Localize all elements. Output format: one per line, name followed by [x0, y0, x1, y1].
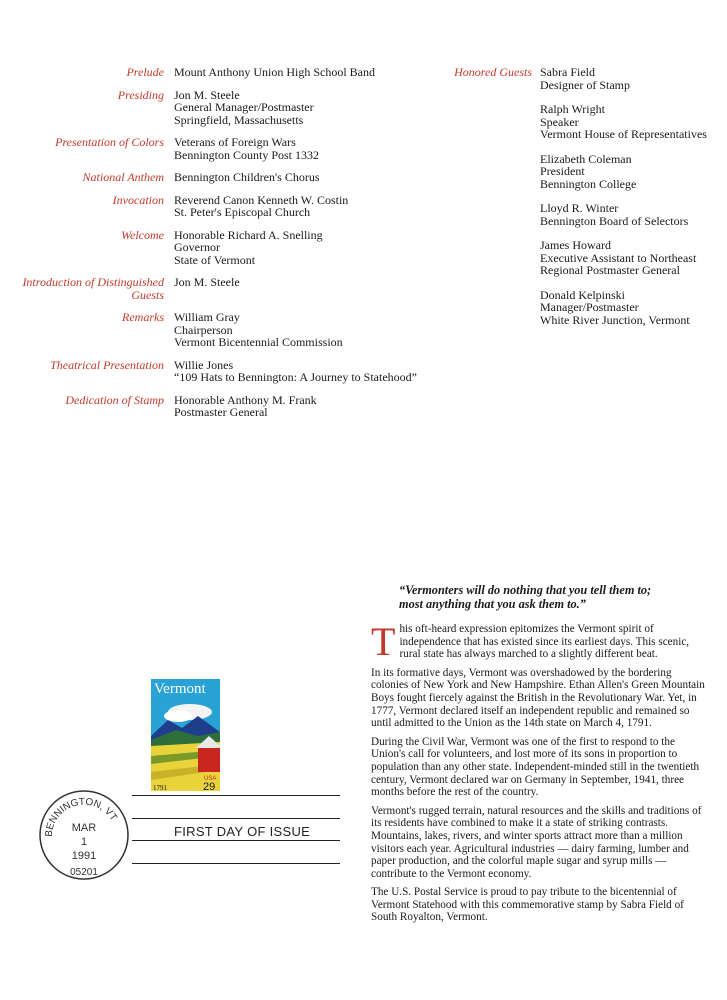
guest-entry — [540, 202, 725, 227]
quote-line: most anything that you ask them to.” — [399, 597, 586, 611]
program-names — [174, 194, 380, 219]
guest-line: Regional Postmaster General — [540, 263, 680, 277]
guest-line: Executive Assistant to Northeast — [540, 250, 697, 265]
program-names — [174, 311, 380, 349]
program-row — [0, 276, 380, 301]
program-name-line: Bennington County Post 1332 — [174, 147, 320, 162]
program-row — [0, 194, 380, 219]
program-row — [0, 311, 380, 349]
program-name-line: St. Peter's Episcopal Church — [174, 205, 311, 219]
guest-line: Vermont House of Representatives — [540, 127, 707, 141]
guest-line: James Howard — [540, 238, 611, 252]
guest-entry — [540, 289, 725, 327]
program-name-line: Mount Anthony Union High School Band — [174, 65, 376, 79]
program-row — [0, 229, 380, 267]
program-role: Welcome — [121, 227, 164, 242]
program-row — [0, 66, 380, 79]
drop-cap: T — [371, 619, 396, 664]
first-day-of-issue-label: FIRST DAY OF ISSUE — [174, 824, 311, 839]
guest-line: Manager/Postmaster — [540, 300, 639, 314]
program-name-line: Willie Jones — [174, 357, 234, 372]
program-role: Dedication of Stamp — [65, 392, 164, 407]
program-name-line: Governor — [174, 240, 220, 254]
program-name-line: Reverend Canon Kenneth W. Costin — [174, 192, 349, 207]
program-names — [174, 394, 380, 419]
postmark-seal — [36, 787, 132, 883]
honored-list — [540, 66, 725, 338]
guest-line: White River Junction, Vermont — [540, 312, 690, 327]
program-name-line: Jon M. Steele — [174, 275, 240, 289]
program-role: Prelude — [126, 65, 164, 79]
quote-line: “Vermonters will do nothing that you tell them to; — [399, 583, 652, 597]
program-names — [174, 89, 380, 127]
essay-paragraph: In its formative days, Vermont was overshadowed by the bordering colonies of New York and New Hampshire. Ethan Allen's Green Mountain Boys fought fiercely against the British in the Revolutionary War. Yet, in 1777, Vermont declared itself an independent republic and remained so until admitted to the Union as the 14th state on March 4, 1791. — [371, 666, 705, 730]
stamp-title: Vermont — [154, 681, 206, 697]
program-name-line: Honorable Richard A. Snelling — [174, 227, 323, 242]
postmark-month: MAR — [71, 822, 97, 834]
postmark-zip: 05201 — [70, 867, 98, 878]
essay-paragraph — [371, 619, 706, 664]
guest-line: Bennington Board of Selectors — [540, 213, 689, 228]
program-name-line: State of Vermont — [174, 252, 256, 267]
stamp-year: 1791 — [153, 784, 167, 792]
program-role: Theatrical Presentation — [50, 357, 164, 372]
program-names — [174, 276, 380, 289]
program-row — [0, 89, 380, 127]
program-name-line: Veterans of Foreign Wars — [174, 135, 296, 149]
paragraph-text: his oft-heard expression epitomizes the Vermont spirit of independence that has existed since its earliest days. This scenic, rural state has always marched to a slightly different beat. — [399, 623, 690, 661]
postmark-day: 1 — [80, 836, 88, 848]
program-names — [174, 136, 380, 161]
cancel-line — [132, 863, 340, 864]
guest-line: President — [540, 164, 585, 178]
vermont-stamp — [148, 676, 223, 794]
essay-paragraph: Vermont's rugged terrain, natural resources and the skills and traditions of its residents have combined to make it a state of striking contrasts. Mountains, lakes, rivers, and winter sports attract more than a million visitors each year. Agricultural industries — dairy farming, lumber and paper production, and the colorful maple sugar and syrup mills — contribute to the Vermont economy. — [371, 804, 702, 880]
program-name-line: Jon M. Steele — [174, 87, 240, 102]
program-name-line: Springfield, Massachusetts — [174, 112, 304, 127]
cancel-line — [132, 795, 340, 796]
program-row — [0, 357, 417, 384]
cancel-line — [132, 818, 340, 819]
honored-label: Honored Guests — [454, 65, 532, 79]
program-row — [0, 171, 380, 184]
program-names — [174, 66, 380, 79]
stamp-value: 29 — [203, 781, 216, 793]
program-row — [0, 136, 380, 161]
essay-quote — [399, 583, 706, 611]
program-names — [174, 171, 380, 184]
ceremony-program — [0, 65, 417, 429]
guest-entry — [540, 66, 725, 91]
guest-line: Bennington College — [540, 176, 637, 191]
program-role: National Anthem — [82, 170, 164, 184]
program-role: Introduction of Distinguished Guests — [22, 275, 164, 302]
program-name-line: William Gray — [174, 310, 240, 324]
guest-entry — [540, 239, 725, 277]
program-name-line: General Manager/Postmaster — [174, 100, 314, 114]
vermont-essay — [371, 583, 706, 930]
program-name-line: Postmaster General — [174, 405, 268, 419]
program-name-line: Honorable Anthony M. Frank — [174, 392, 317, 407]
cancel-line — [132, 840, 340, 841]
program-role: Invocation — [112, 192, 164, 207]
stamp-illustration — [148, 676, 223, 794]
guest-line: Lloyd R. Winter — [540, 201, 619, 215]
program-role: Presiding — [117, 87, 164, 102]
guest-line: Sabra Field — [540, 65, 595, 79]
essay-paragraph: The U.S. Postal Service is proud to pay tribute to the bicentennial of Vermont Statehood with this commemorative stamp by Sabra Field of South Royalton, Vermont. — [371, 886, 684, 924]
postmark-year: 1991 — [71, 850, 97, 862]
program-name-line: Bennington Children's Chorus — [174, 170, 320, 184]
guest-entry — [540, 103, 725, 141]
program-name-line: Vermont Bicentennial Commission — [174, 335, 343, 349]
guest-line: Donald Kelpinski — [540, 287, 625, 302]
guest-entry — [540, 153, 725, 191]
postmark-city: BENNINGTON, VT — [43, 796, 119, 838]
guest-line: Designer of Stamp — [540, 77, 630, 92]
guest-line: Ralph Wright — [540, 102, 605, 116]
essay-paragraph: During the Civil War, Vermont was one of the first to respond to the Union's call for volunteers, and lost more of its sons in proportion to population than any other state. Independent-minded still in the twentieth century, Vermont declared war on Germany in September, 1941, three months before the rest of the country. — [371, 735, 700, 799]
guest-line: Speaker — [540, 114, 579, 129]
program-role: Presentation of Colors — [55, 135, 164, 149]
stamp-country: USA — [204, 776, 217, 782]
postmark — [36, 787, 132, 883]
program-names — [174, 357, 417, 384]
program-role: Remarks — [122, 310, 164, 324]
guest-line: Elizabeth Coleman — [540, 151, 632, 166]
program-name-line: Chairperson — [174, 322, 233, 337]
honored-row — [440, 66, 725, 338]
honored-guests — [440, 66, 725, 348]
program-names — [174, 229, 380, 267]
program-name-line: “109 Hats to Bennington: A Journey to Statehood” — [174, 370, 417, 384]
program-row — [0, 394, 380, 419]
